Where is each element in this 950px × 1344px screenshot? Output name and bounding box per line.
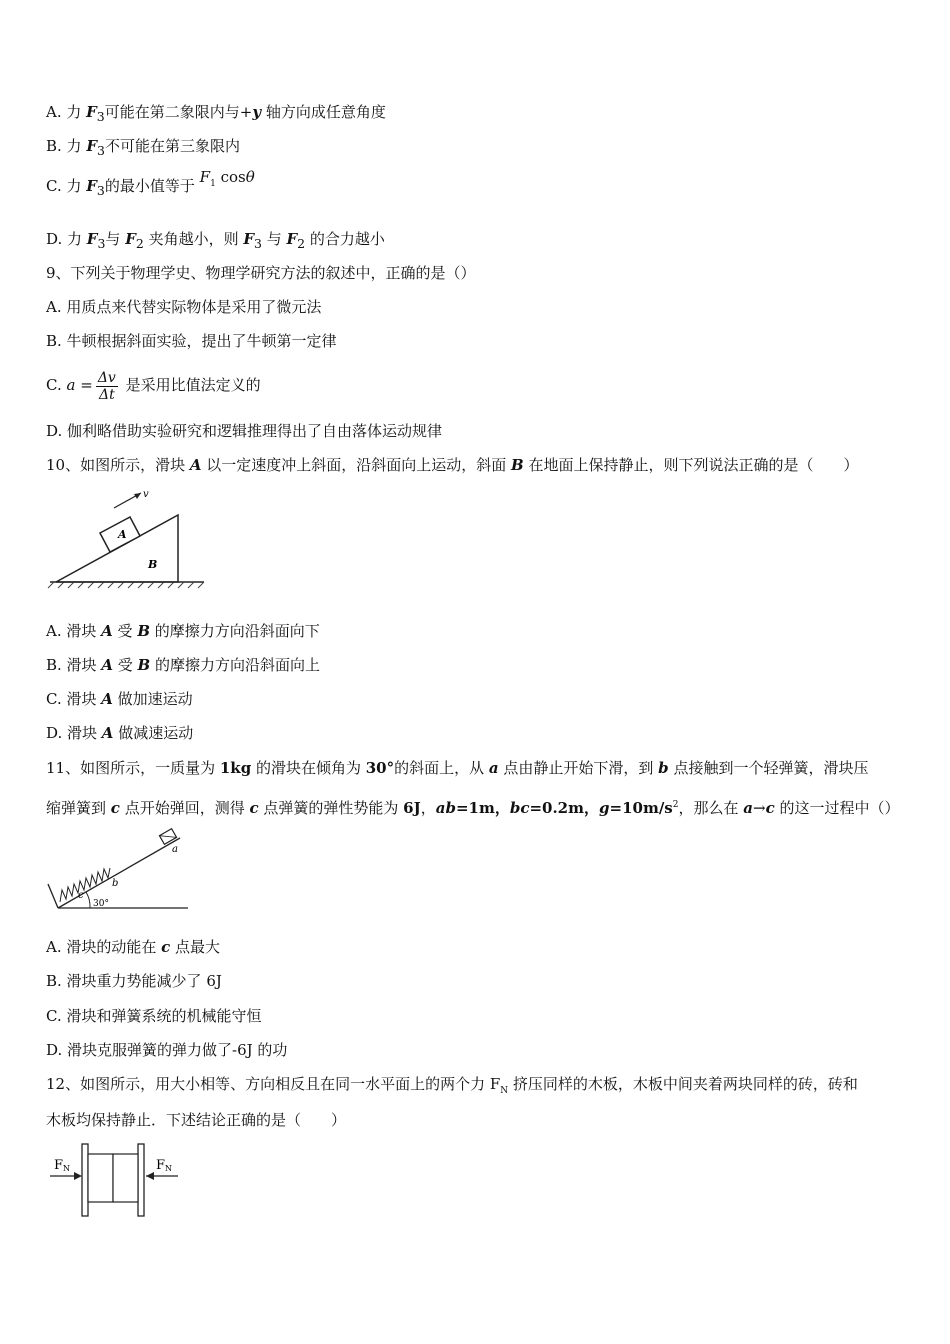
fraction: [96, 370, 118, 403]
var-A: A: [189, 456, 202, 474]
denominator: Δt: [98, 386, 115, 403]
text: 点最大: [170, 938, 221, 956]
text: ，那么在: [678, 799, 744, 817]
q9-option-c: [46, 366, 261, 404]
spring-incline-figure: [46, 826, 196, 916]
text: 的最小值等于: [104, 177, 195, 195]
label-A: A: [118, 528, 127, 541]
q9-option-a: A. 用质点来代替实际物体是采用了微元法: [46, 298, 322, 316]
value: 30°: [365, 759, 395, 777]
text: 点由静止开始下滑，到: [498, 759, 659, 777]
theta: θ: [245, 168, 255, 186]
subscript: 3: [96, 109, 105, 124]
var-F: F: [86, 137, 97, 155]
q8-option-d: [46, 229, 385, 254]
q8-option-b: [46, 136, 240, 161]
var-c: c: [161, 938, 171, 956]
value: =10m/s: [609, 799, 673, 817]
cos-text: cos: [215, 168, 246, 186]
var-B: B: [137, 656, 151, 674]
label-B: B: [148, 558, 158, 571]
var-F: F: [125, 230, 136, 248]
text: 11、如图所示，一质量为: [46, 759, 220, 777]
subscript: 2: [297, 236, 306, 251]
q9-stem: 9、下列关于物理学史、物理学研究方法的叙述中，正确的是（）: [46, 264, 476, 282]
text: A. 滑块: [46, 622, 102, 640]
var-B: B: [511, 456, 524, 474]
subscript: 3: [96, 143, 105, 158]
q9-option-b: B. 牛顿根据斜面实验，提出了牛顿第一定律: [46, 332, 337, 350]
var-A: A: [101, 724, 114, 742]
text: 点弹簧的弹性势能为: [258, 799, 404, 817]
q10-option-a: [46, 621, 320, 641]
label-c: c: [78, 890, 84, 901]
q11-option-c: C. 滑块和弹簧系统的机械能守恒: [46, 1007, 262, 1025]
var-g: g: [599, 799, 610, 817]
text: D. 力: [46, 230, 87, 248]
force-label-right: [156, 1158, 172, 1173]
var-b: b: [658, 759, 669, 777]
text: 做减速运动: [113, 724, 194, 742]
label-v: v: [143, 489, 149, 500]
q10-stem: [46, 455, 859, 475]
var-a: a: [66, 376, 76, 394]
text: 在地面上保持静止，则下列说法正确的是（ ）: [523, 456, 859, 474]
q9-option-d: D. 伽利略借助实验研究和逻辑推理得出了自由落体运动规律: [46, 422, 443, 440]
q12-stem-line1: [46, 1074, 858, 1101]
var-ab: ab: [435, 799, 456, 817]
text: 的合力越小: [305, 230, 385, 248]
var-c: c: [249, 799, 259, 817]
text: 受: [112, 622, 138, 640]
subscript: 1: [210, 179, 216, 189]
var-F: F: [86, 103, 97, 121]
text: B. 力: [46, 137, 87, 155]
q10-option-b: [46, 655, 320, 675]
text: 的摩擦力方向沿斜面向下: [150, 622, 320, 640]
text: 10、如图所示，滑块: [46, 456, 190, 474]
text: 以一定速度冲上斜面，沿斜面向上运动，斜面: [201, 456, 512, 474]
q11-option-b: B. 滑块重力势能减少了 6J: [46, 972, 222, 990]
var-A: A: [101, 656, 113, 674]
subscript: 3: [97, 236, 106, 251]
force-label-left: [54, 1158, 70, 1173]
value: =1m，: [455, 799, 510, 817]
label-angle: 30°: [93, 899, 109, 909]
boards-bricks-figure: [46, 1140, 186, 1220]
text: ，: [420, 799, 436, 817]
text: 的滑块在倾角为: [251, 759, 366, 777]
var-F: F: [243, 230, 254, 248]
text: 点开始弹回，测得: [119, 799, 250, 817]
q11-stem-line1: [46, 758, 868, 778]
text: 挤压同样的木板，木板中间夹着两块同样的砖，砖和: [508, 1075, 858, 1093]
q10-option-d: [46, 723, 193, 743]
subscript: 2: [135, 236, 144, 251]
var-c: c: [110, 799, 120, 817]
superscript: 2: [672, 800, 679, 810]
text: 与: [261, 230, 287, 248]
var-F: F: [86, 230, 98, 248]
subscript: 3: [254, 236, 262, 251]
var-F: F: [86, 177, 97, 195]
value: 1kg: [219, 759, 252, 777]
var-bc: bc: [509, 799, 530, 817]
text: A. 力: [46, 103, 87, 121]
text: 做加速运动: [112, 690, 193, 708]
var-A: A: [101, 622, 113, 640]
var-c: c: [765, 799, 775, 817]
label-a: a: [172, 844, 178, 855]
text: 缩弹簧到: [46, 799, 111, 817]
text: 的斜面上，从: [394, 759, 489, 777]
text: 受: [112, 656, 138, 674]
text: 可能在第二象限内与+: [104, 103, 253, 121]
text: 点接触到一个轻弹簧，滑块压: [668, 759, 869, 777]
value: =0.2m，: [529, 799, 599, 817]
var-y: y: [252, 103, 262, 121]
formula-f1cos: [199, 168, 255, 189]
text: C. 力: [46, 177, 87, 195]
equals: =: [80, 376, 93, 394]
subscript: N: [500, 1086, 509, 1096]
subscript: 3: [96, 183, 105, 198]
text: A. 滑块的动能在: [46, 938, 162, 956]
text: 轴方向成任意角度: [261, 103, 386, 121]
var-a: a: [743, 799, 753, 817]
text: 的摩擦力方向沿斜面向上: [150, 656, 320, 674]
text: 是采用比值法定义的: [125, 376, 261, 394]
incline-block-figure: [46, 482, 211, 592]
q11-stem-line2: [46, 795, 900, 818]
numerator: Δv: [97, 369, 116, 386]
q8-option-a: [46, 102, 386, 127]
var-F: F: [286, 230, 298, 248]
label-F: F: [54, 1158, 64, 1173]
q10-option-c: [46, 689, 193, 709]
var-B: B: [137, 622, 151, 640]
text: C.: [46, 376, 62, 394]
label-b: b: [112, 878, 119, 889]
text: 12、如图所示，用大小相等、方向相反且在同一水平面上的两个力 F: [46, 1075, 501, 1093]
var-a: a: [488, 759, 499, 777]
label-sub: N: [165, 1164, 173, 1173]
label-F: F: [156, 1158, 166, 1173]
text: C. 滑块: [46, 690, 102, 708]
var-F: F: [199, 168, 211, 186]
text: D. 滑块: [46, 724, 102, 742]
text: 与: [105, 230, 126, 248]
q11-option-a: [46, 937, 220, 957]
value: 6J: [403, 799, 421, 817]
q8-option-c: [46, 168, 255, 203]
arrow: →: [753, 799, 766, 817]
text: 夹角越小，则: [143, 230, 244, 248]
label-sub: N: [63, 1164, 71, 1173]
q11-option-d: D. 滑块克服弹簧的弹力做了-6J 的功: [46, 1041, 288, 1059]
q12-stem-line2: 木板均保持静止．下述结论正确的是（ ）: [46, 1111, 347, 1129]
var-A: A: [101, 690, 113, 708]
text: B. 滑块: [46, 656, 102, 674]
text: 不可能在第三象限内: [104, 137, 240, 155]
text: 的这一过程中（）: [774, 799, 900, 817]
